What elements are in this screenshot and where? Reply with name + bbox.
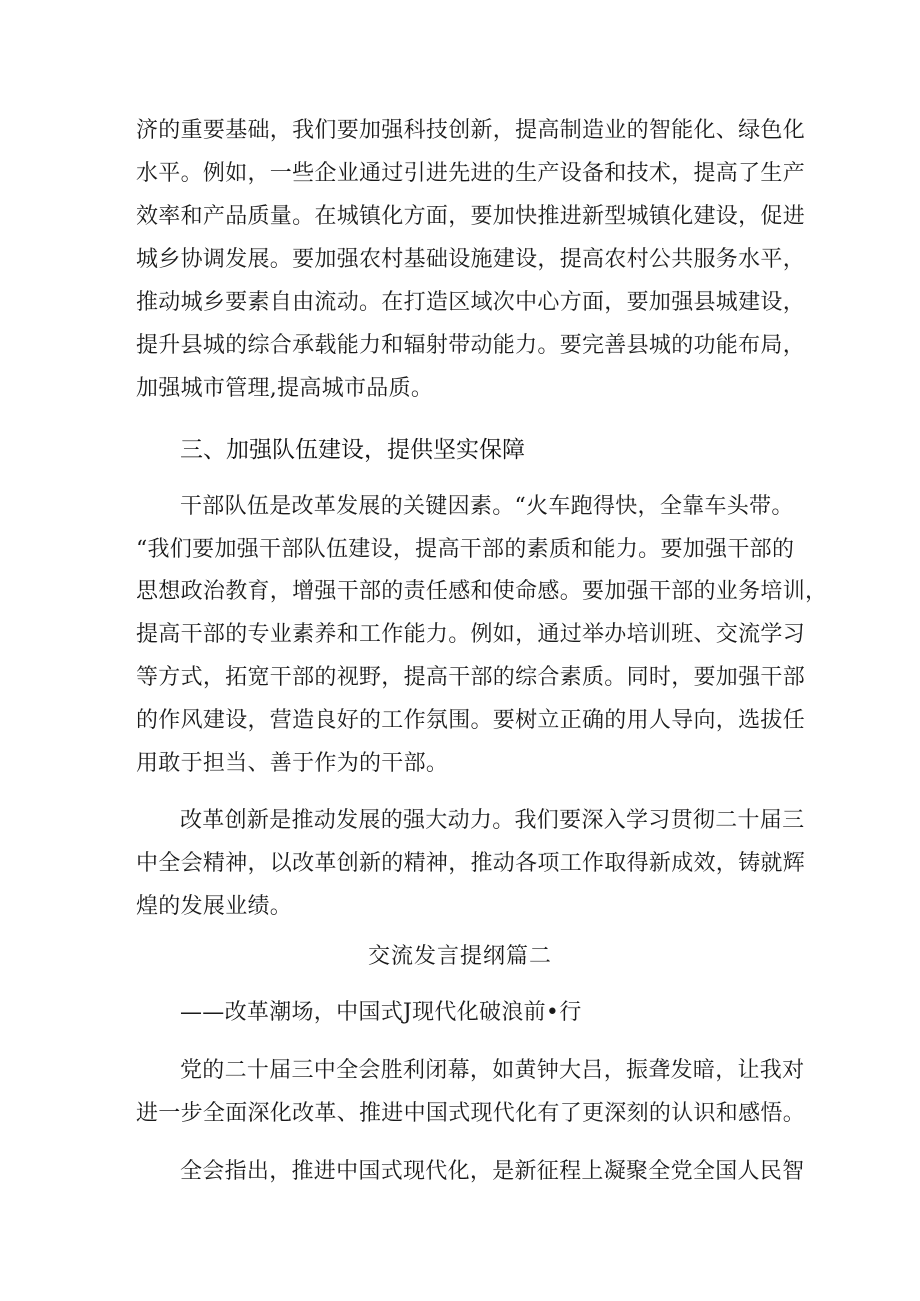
paragraph-line: 城乡协调发展。要加强农村基础设施建设，提高农村公共服务水平，: [136, 247, 806, 272]
paragraph-line: 干部队伍是改革发展的关键因素。“火车跑得快，全靠车头带。: [180, 494, 794, 519]
paragraph-line: 中全会精神，以改革创新的精神，推动各项工作取得新成效，铸就辉: [136, 851, 806, 876]
paragraph-line: 用敢于担当、善于作为的干部。: [136, 751, 449, 776]
paragraph-line: “我们要加强干部队伍建设，提高干部的素质和能力。要加强干部的: [136, 537, 795, 562]
part-title: 交流发言提纲篇二: [367, 944, 552, 969]
paragraph-line: 改革创新是推动发展的强大动力。我们要深入学习贯彻二十届三: [180, 808, 805, 833]
paragraph-line: 提升县城的综合承载能力和辐射带动能力。要完善县城的功能布局，: [136, 333, 806, 358]
paragraph-line: 思想政治教育，增强干部的责任感和使命感。要加强干部的业务培训，: [136, 579, 828, 604]
paragraph-line: 济的重要基础，我们要加强科技创新，提高制造业的智能化、绿色化: [136, 118, 806, 143]
paragraph-line: 全会指出，推进中国式现代化，是新征程上凝聚全党全国人民智: [180, 1159, 805, 1184]
paragraph-line: 等方式，拓宽干部的视野，提高干部的综合素质。同时，要加强干部: [136, 665, 806, 690]
paragraph-line: 进一步全面深化改革、推进中国式现代化有了更深刻的认识和感悟。: [136, 1101, 806, 1126]
part-subtitle: ——改革潮场，中国式J现代化破浪前•行: [180, 1000, 582, 1025]
paragraph-line: 加强城市管理,提高城市品质。: [136, 376, 434, 401]
section-heading: 三、加强队伍建设，提供坚实保障: [180, 437, 525, 463]
paragraph-line: 党的二十届三中全会胜利闭幕，如黄钟大吕，振聋发暗，让我对: [180, 1058, 805, 1083]
paragraph-line: 效率和产品质量。在城镇化方面，要加快推进新型城镇化建设，促进: [136, 204, 806, 229]
paragraph-line: 煌的发展业绩。: [136, 894, 293, 919]
paragraph-line: 水平。例如，一些企业通过引进先进的生产设备和技术，提高了生产: [136, 161, 806, 186]
paragraph-line: 推动城乡要素自由流动。在打造区域次中心方面，要加强县城建设，: [136, 290, 806, 315]
paragraph-line: 的作风建设，营造良好的工作氛围。要树立正确的用人导向，选拔任: [136, 708, 806, 733]
paragraph-line: 提高干部的专业素养和工作能力。例如，通过举办培训班、交流学习: [136, 622, 806, 647]
